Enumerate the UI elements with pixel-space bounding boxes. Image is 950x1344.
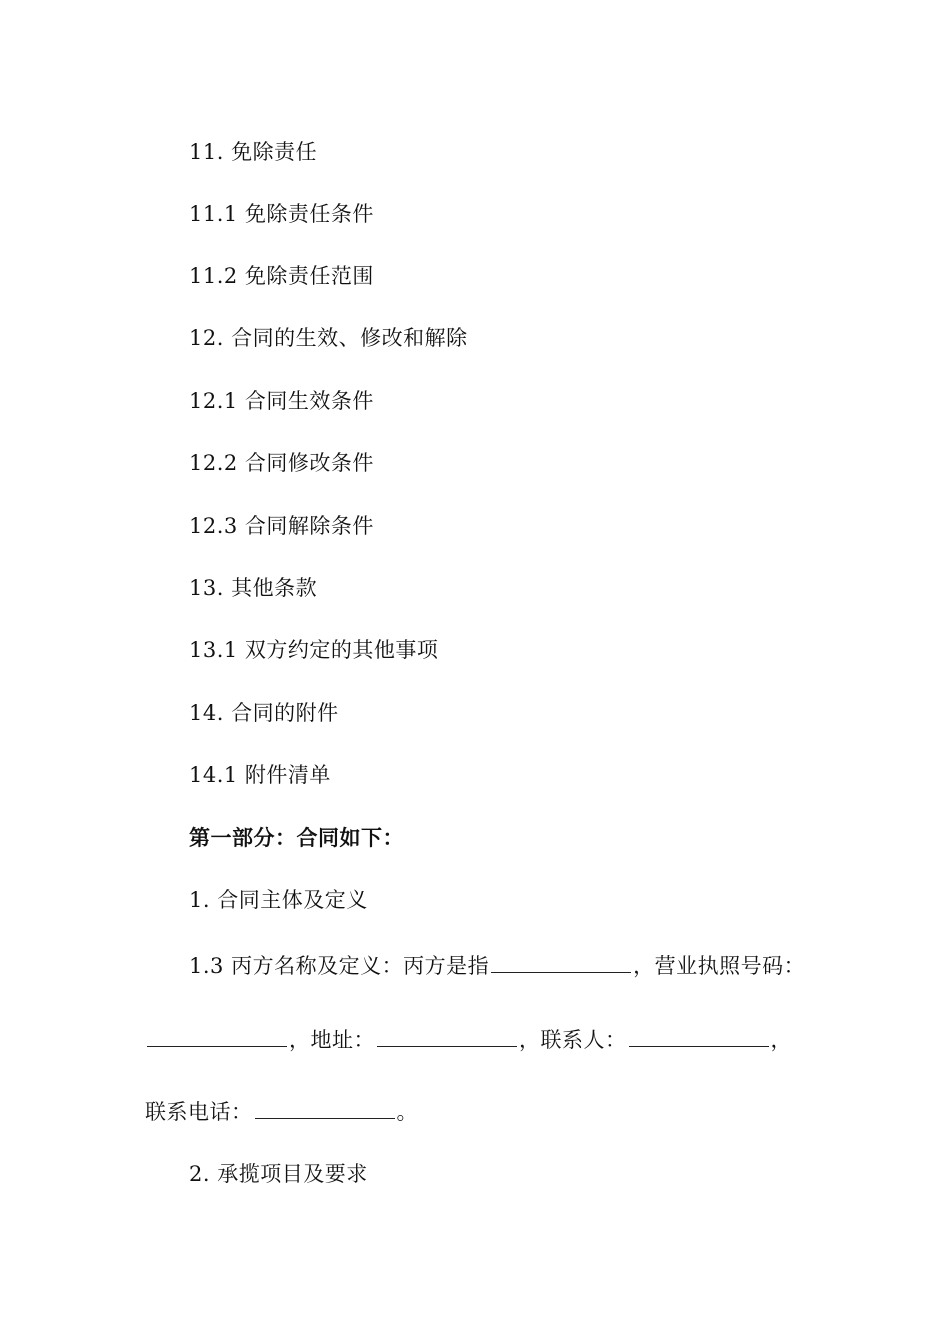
license-number-label: ，营业执照号码： (633, 954, 806, 978)
toc-item-13-1: 13.1 双方约定的其他事项 (189, 638, 439, 662)
contact-blank (629, 1024, 769, 1047)
toc-item-12-2: 12.2 合同修改条件 (189, 451, 374, 475)
toc-item-14: 14. 合同的附件 (189, 701, 339, 725)
contact-label: ，联系人： (519, 1028, 627, 1052)
comma: ， (770, 1028, 792, 1052)
toc-item-14-1: 14.1 附件清单 (189, 763, 331, 787)
address-blank (377, 1024, 517, 1047)
section-1-title: 1. 合同主体及定义 (189, 888, 368, 912)
clause-1-3-line-2 (145, 1024, 792, 1055)
clause-1-3-prefix: 1.3 丙方名称及定义：丙方是指 (189, 954, 490, 978)
toc-item-11-1: 11.1 免除责任条件 (189, 202, 374, 226)
toc-item-13: 13. 其他条款 (189, 576, 318, 600)
clause-1-3-line-1 (189, 950, 805, 981)
toc-item-12-3: 12.3 合同解除条件 (189, 514, 374, 538)
address-label: ，地址： (289, 1028, 375, 1052)
toc-item-12: 12. 合同的生效、修改和解除 (189, 326, 468, 350)
party-c-name-blank (491, 950, 631, 973)
phone-label: 联系电话： (145, 1100, 253, 1124)
toc-item-11: 11. 免除责任 (189, 140, 318, 164)
phone-blank (255, 1096, 395, 1119)
license-number-blank (147, 1024, 287, 1047)
toc-item-12-1: 12.1 合同生效条件 (189, 389, 374, 413)
period: 。 (396, 1100, 418, 1124)
part-heading: 第一部分：合同如下： (189, 825, 404, 850)
toc-item-11-2: 11.2 免除责任范围 (189, 264, 374, 288)
section-2-title: 2. 承揽项目及要求 (189, 1162, 368, 1186)
clause-1-3-line-3 (145, 1096, 418, 1127)
